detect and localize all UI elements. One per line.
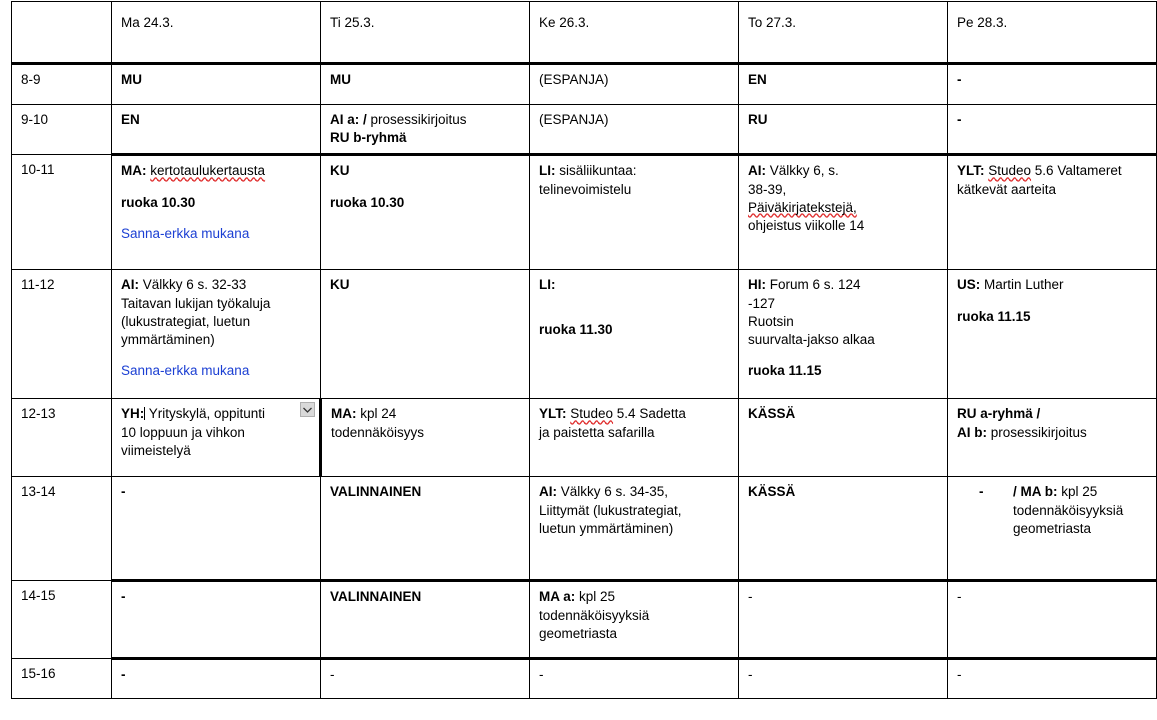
cell-text: todennäköisyyksiä (1013, 502, 1124, 518)
cell-text: sisäliikuntaa: (559, 163, 637, 179)
time-slot-label: 9-10 (12, 105, 112, 155)
cell-text: - (539, 667, 544, 683)
cell-line (539, 162, 730, 180)
schedule-cell-r2-c1[interactable] (112, 105, 321, 155)
cell-line (1013, 520, 1148, 538)
schedule-cell-r5-c2[interactable] (321, 399, 530, 477)
cell-line (539, 625, 730, 643)
cell-text: Taitavan lukijan työkaluja (121, 295, 271, 311)
subject-label: VALINNAINEN (330, 589, 422, 605)
cell-line (331, 424, 521, 442)
schedule-cell-r5-c4[interactable] (739, 399, 948, 477)
cell-line (330, 129, 521, 147)
schedule-cell-r2-c3[interactable] (530, 105, 739, 155)
subject-label: RU (748, 112, 768, 127)
table-row (12, 399, 1157, 477)
cell-line (748, 71, 939, 89)
cell-text: Liittymät (lukustrategiat, (539, 502, 682, 518)
cell-line (539, 588, 730, 606)
schedule-cell-r5-c5[interactable] (948, 399, 1157, 477)
cell-line (121, 162, 312, 180)
schedule-cell-r5-c1[interactable] (112, 399, 321, 477)
time-slot-label: 15-16 (12, 659, 112, 699)
cell-line (121, 295, 312, 313)
spellcheck-word: Studeo (988, 163, 1032, 179)
cell-text: - (957, 589, 962, 605)
subject-label: - (957, 72, 962, 87)
subject-label: MA a: (539, 589, 579, 605)
cell-line (957, 71, 1148, 89)
subject-label: - (121, 484, 126, 500)
cell-text: Forum 6 s. 124 (769, 277, 861, 293)
schedule-cell-r7-c4[interactable] (739, 581, 948, 659)
spellcheck-word: kertotaulukertausta (150, 163, 266, 179)
schedule-cell-r4-c2[interactable] (321, 270, 530, 399)
cell-text: Välkky 6 s. 32-33 (142, 277, 247, 293)
text-spacer (121, 212, 312, 225)
text-spacer (121, 349, 312, 362)
time-slot-label: 14-15 (12, 581, 112, 659)
cell-text: 10 loppuun ja vihkon (121, 424, 245, 440)
cell-text: - (748, 667, 753, 683)
day-header-label: Ma 24.3. (121, 15, 174, 30)
subject-label: KU (330, 163, 350, 179)
cell-text: ohjeistus viikolle 14 (748, 218, 865, 234)
subject-label: YLT: (539, 406, 571, 422)
cell-line (748, 199, 939, 217)
cell-text: -127 (748, 295, 776, 311)
day-header-label: Ti 25.3. (330, 15, 375, 30)
cell-line (121, 405, 311, 423)
cell-line (330, 483, 521, 501)
subject-label: KÄSSÄ (748, 406, 796, 422)
cell-line (748, 483, 939, 501)
cell-text: kpl 25 (1061, 484, 1098, 500)
schedule-cell-r8-c3[interactable] (530, 659, 739, 699)
header-corner-cell (12, 2, 112, 64)
cell-line (539, 666, 730, 684)
subject-label: HI: (748, 277, 770, 293)
cell-text: Martin Luther (984, 277, 1064, 293)
subject-label: RU b-ryhmä (330, 130, 407, 146)
subject-label: ruoka 10.30 (330, 194, 405, 210)
cell-line (539, 181, 730, 199)
subject-label: AI a: / (330, 112, 371, 127)
table-row (12, 659, 1157, 699)
cell-line (121, 588, 312, 606)
subject-label: AI: (121, 277, 143, 293)
day-header-3 (530, 2, 739, 64)
subject-label: EN (121, 112, 140, 127)
list-bullet: - (979, 484, 984, 500)
subject-label: LI: (539, 163, 560, 179)
table-row (12, 64, 1157, 105)
cell-line (121, 111, 312, 129)
subject-label: EN (748, 72, 767, 87)
schedule-cell-r8-c2[interactable] (321, 659, 530, 699)
cell-text: ymmärtäminen) (121, 332, 215, 348)
cell-text: (ESPANJA) (539, 72, 609, 87)
cell-line (748, 276, 939, 294)
cell-line (121, 483, 312, 501)
cell-line (539, 321, 730, 339)
cell-line (539, 276, 730, 294)
subject-label: / MA b: (1013, 484, 1062, 500)
cell-line (957, 181, 1148, 199)
schedule-cell-r6-c3[interactable] (530, 477, 739, 581)
subject-label: - (121, 667, 126, 683)
schedule-cell-r1-c5[interactable] (948, 64, 1157, 105)
cell-text: Sanna-erkka mukana (121, 363, 250, 379)
subject-label: - (957, 112, 962, 127)
day-header-5 (948, 2, 1157, 64)
cell-text: telinevoimistelu (539, 181, 632, 197)
schedule-cell-r7-c5[interactable] (948, 581, 1157, 659)
cell-line (121, 362, 312, 380)
subject-label: ruoka 11.15 (748, 363, 822, 379)
subject-label: RU a-ryhmä / (957, 406, 1041, 422)
schedule-cell-r3-c5[interactable] (948, 155, 1157, 270)
schedule-cell-r1-c4[interactable] (739, 64, 948, 105)
cell-line (121, 313, 312, 331)
cell-line (330, 111, 521, 129)
schedule-cell-r6-c2[interactable] (321, 477, 530, 581)
schedule-cell-r1-c3[interactable] (530, 64, 739, 105)
day-header-1 (112, 2, 321, 64)
cell-line (330, 71, 521, 89)
schedule-cell-r7-c1[interactable] (112, 581, 321, 659)
cell-text: todennäköisyyksiä (539, 607, 650, 623)
schedule-cell-r8-c5[interactable] (948, 659, 1157, 699)
schedule-cell-r8-c1[interactable] (112, 659, 321, 699)
schedule-cell-r5-c3[interactable] (530, 399, 739, 477)
text-spacer (330, 181, 521, 194)
day-header-4 (739, 2, 948, 64)
cell-text: kpl 24 (360, 406, 397, 422)
bulleted-list (957, 483, 1148, 538)
cell-line (330, 162, 521, 180)
subject-label: LI: (539, 277, 556, 293)
subject-label: ruoka 10.30 (121, 194, 196, 210)
cell-text: (lukustrategiat, luetun (121, 313, 251, 329)
cell-line (121, 225, 312, 243)
cell-line (748, 666, 939, 684)
cell-text: geometriasta (539, 625, 618, 641)
cell-line (121, 424, 311, 442)
cell-line (957, 308, 1148, 326)
cell-line (748, 362, 939, 380)
cell-text: geometriasta (1013, 520, 1092, 536)
table-row (12, 105, 1157, 155)
cell-line (331, 405, 521, 423)
cell-line (957, 588, 1148, 606)
subject-label: KÄSSÄ (748, 484, 796, 500)
cell-line (748, 181, 939, 199)
time-slot-label: 12-13 (12, 399, 112, 477)
cell-text: (ESPANJA) (539, 112, 609, 127)
cell-line (748, 588, 939, 606)
schedule-cell-r6-c1[interactable] (112, 477, 321, 581)
subject-label: KU (330, 277, 350, 293)
cell-line (748, 331, 939, 349)
cell-text: kpl 25 (579, 589, 616, 605)
time-slot-label: 10-11 (12, 155, 112, 270)
schedule-cell-r7-c2[interactable] (321, 581, 530, 659)
schedule-cell-r8-c4[interactable] (739, 659, 948, 699)
subject-label: AI: (539, 484, 561, 500)
day-header-label: Ke 26.3. (539, 15, 590, 30)
cell-line (539, 424, 730, 442)
cell-text: Ruotsin (748, 313, 794, 329)
subject-label: ruoka 11.15 (957, 308, 1031, 324)
text-spacer (121, 181, 312, 194)
subject-label: VALINNAINEN (330, 484, 422, 500)
cell-line (1013, 502, 1148, 520)
cell-line (957, 405, 1148, 423)
time-slot-label: 11-12 (12, 270, 112, 399)
subject-label: ruoka 11.30 (539, 321, 613, 337)
cell-line (539, 607, 730, 625)
subject-label: MA: (121, 163, 151, 179)
cell-text: Päiväkirjatekstejä, (748, 199, 857, 215)
schedule-cell-r6-c4[interactable] (739, 477, 948, 581)
cell-text: viimeistelyä (121, 442, 191, 458)
schedule-cell-r4-c3[interactable] (530, 270, 739, 399)
cell-line (539, 111, 730, 129)
cell-line (1013, 483, 1148, 501)
schedule-cell-r4-c4[interactable] (739, 270, 948, 399)
cell-text: prosessikirjoitus (990, 424, 1087, 440)
day-header-label: To 27.3. (748, 15, 797, 30)
schedule-cell-r2-c4[interactable] (739, 105, 948, 155)
cell-text: - (330, 667, 335, 683)
time-slot-label: 13-14 (12, 477, 112, 581)
cell-text: Välkky 6 s. 34-35, (560, 484, 669, 500)
day-header-label: Pe 28.3. (957, 15, 1008, 30)
text-spacer (539, 295, 730, 308)
cell-text: - (957, 667, 962, 683)
schedule-cell-r7-c3[interactable] (530, 581, 739, 659)
schedule-cell-r4-c5[interactable] (948, 270, 1157, 399)
cell-line (539, 71, 730, 89)
cell-text: - (748, 589, 753, 605)
schedule-cell-r2-c2[interactable] (321, 105, 530, 155)
day-header-2 (321, 2, 530, 64)
schedule-cell-r1-c1[interactable] (112, 64, 321, 105)
cell-text: todennäköisyys (331, 424, 425, 440)
table-row (12, 155, 1157, 270)
cell-line (330, 194, 521, 212)
subject-label: US: (957, 277, 984, 293)
cell-line (121, 194, 312, 212)
table-header-row (12, 2, 1157, 64)
cell-line (748, 405, 939, 423)
text-spacer (539, 308, 730, 321)
subject-label: MA: (331, 406, 361, 422)
table-row (12, 270, 1157, 399)
cell-line (330, 276, 521, 294)
cell-line (748, 217, 939, 235)
weekly-schedule-table (11, 1, 1157, 699)
subject-label: - (121, 589, 126, 605)
schedule-cell-r3-c2[interactable] (321, 155, 530, 270)
schedule-cell-r3-c1[interactable] (112, 155, 321, 270)
cell-text: 38-39, (748, 181, 787, 197)
text-spacer (748, 349, 939, 362)
subject-label: MU (330, 72, 351, 87)
table-row (12, 477, 1157, 581)
cell-text: Sanna-erkka mukana (121, 225, 250, 241)
cell-text: luetun ymmärtäminen) (539, 520, 674, 536)
subject-label: MU (121, 72, 142, 87)
cell-line (748, 111, 939, 129)
schedule-cell-r2-c5[interactable] (948, 105, 1157, 155)
subject-label: AI b: (957, 424, 991, 440)
cell-line (121, 666, 312, 684)
chevron-down-icon[interactable] (300, 402, 315, 417)
cell-line (539, 520, 730, 538)
subject-label: YLT: (957, 163, 989, 179)
schedule-cell-r6-c5[interactable] (948, 477, 1157, 581)
cell-line (748, 313, 939, 331)
list-item (979, 483, 1148, 538)
cell-text: Välkky 6, s. (769, 163, 839, 179)
schedule-cell-r3-c3[interactable] (530, 155, 739, 270)
cell-line (539, 483, 730, 501)
cell-line (748, 162, 939, 180)
cell-text: ja paistetta safarilla (539, 424, 655, 440)
cell-line (748, 295, 939, 313)
subject-label: AI: (748, 163, 770, 179)
cell-line (957, 424, 1148, 442)
cell-text: suurvalta-jakso alkaa (748, 332, 875, 348)
schedule-cell-r3-c4[interactable] (739, 155, 948, 270)
cell-line (539, 502, 730, 520)
table-row (12, 581, 1157, 659)
schedule-cell-r1-c2[interactable] (321, 64, 530, 105)
cell-line (121, 71, 312, 89)
spellcheck-word: Studeo (570, 406, 614, 422)
cell-line: YLT: Studeo 5.4 Sadetta (539, 406, 686, 422)
cell-line (121, 331, 312, 349)
time-slot-label: 8-9 (12, 64, 112, 105)
cell-line (957, 666, 1148, 684)
cell-line (330, 588, 521, 606)
schedule-cell-r4-c1[interactable] (112, 270, 321, 399)
cell-line (121, 276, 312, 294)
cell-text: prosessikirjoitus (370, 112, 467, 127)
cell-line: YLT: Studeo 5.6 Valtameret (957, 163, 1122, 179)
cell-line (957, 111, 1148, 129)
subject-label: YH: (121, 406, 145, 422)
text-spacer (957, 295, 1148, 308)
cell-line (121, 442, 311, 460)
cell-line (330, 666, 521, 684)
cell-text: kätkevät aarteita (957, 181, 1057, 197)
cell-line (957, 276, 1148, 294)
cell-text: Yrityskylä, oppitunti (145, 406, 266, 422)
